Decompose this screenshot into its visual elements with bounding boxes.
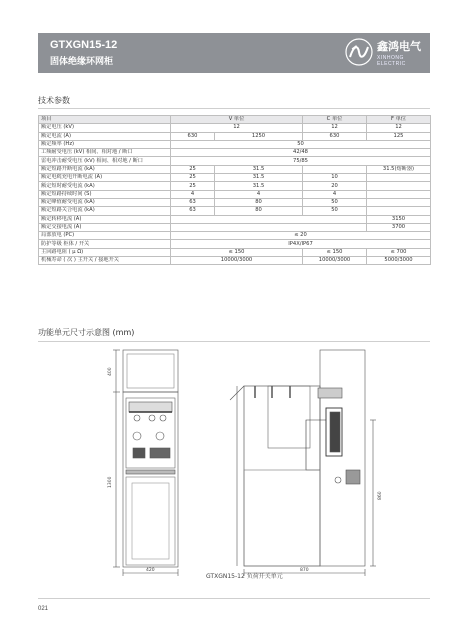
- product-model: GTXGN15-12: [50, 39, 118, 51]
- row-label: 局部放电 (PC): [39, 232, 171, 240]
- table-cell: IP4X/IP67: [171, 240, 431, 248]
- table-cell: 630: [303, 132, 367, 140]
- table-cell: 12: [303, 124, 367, 132]
- row-label: 额定电压 (kV): [39, 124, 171, 132]
- diagram-section-title: 功能单元尺寸示意图 (mm): [38, 328, 135, 337]
- table-cell: 125: [367, 132, 431, 140]
- dim-main-height: 1300: [108, 476, 113, 488]
- row-label: 额定电流 (A): [39, 132, 171, 140]
- table-cell: 25: [171, 165, 215, 173]
- table-cell: ≤ 150: [171, 248, 303, 256]
- table-cell: 10000/3000: [303, 257, 367, 265]
- dim-top-height: 400: [108, 367, 113, 376]
- table-cell: 12: [171, 124, 303, 132]
- row-label: 雷电冲击耐受电压 (kV) 相间、相对地 / 断口: [39, 157, 171, 165]
- table-cell: 5000/3000: [367, 257, 431, 265]
- front-cabinet-body: [123, 392, 178, 567]
- table-cell: 25: [171, 182, 215, 190]
- row-label: 额定频率 (Hz): [39, 140, 171, 148]
- table-cell: 25: [171, 174, 215, 182]
- row-label: 额定短时耐受电流 (kA): [39, 182, 171, 190]
- dim-inner-height: 860: [378, 491, 383, 500]
- table-cell: ≤ 700: [367, 248, 431, 256]
- row-label: 防护等级 柜体 / 开关: [39, 240, 171, 248]
- row-label: 主回路电阻 ( μ Ω): [39, 248, 171, 256]
- table-cell: 80: [215, 207, 303, 215]
- side-cabinet-right: [320, 350, 365, 566]
- logo-text-en: XINHONG ELECTRIC: [377, 55, 406, 67]
- table-cell: 1250: [215, 132, 303, 140]
- table-cell: 4: [215, 190, 303, 198]
- table-cell: 3150: [367, 215, 431, 223]
- table-cell: ≤ 20: [171, 232, 431, 240]
- table-cell: 20: [303, 182, 367, 190]
- table-cell: 50: [303, 198, 367, 206]
- table-header-cell: V 单位: [171, 116, 303, 124]
- table-cell: 31.5(熔断器): [367, 165, 431, 173]
- table-cell: 42/48: [171, 149, 431, 157]
- table-cell: 3700: [367, 223, 431, 231]
- row-label: 额定交接电流 (A): [39, 223, 171, 231]
- table-cell: 4: [303, 190, 367, 198]
- table-cell: 31.5: [215, 174, 303, 182]
- table-header-cell: C 单位: [303, 116, 367, 124]
- table-cell: 10000/3000: [171, 257, 303, 265]
- table-cell: 75/85: [171, 157, 431, 165]
- table-cell: ≤ 150: [303, 248, 367, 256]
- table-cell: 630: [171, 132, 215, 140]
- dim-front-width: 420: [146, 568, 155, 573]
- row-label: 额定电缆充电开断电流 (A): [39, 174, 171, 182]
- row-label: 额定峰值耐受电流 (kA): [39, 198, 171, 206]
- row-label: 额定短路开断电流 (kA): [39, 165, 171, 173]
- row-label: 额定短路关合电流 (kA): [39, 207, 171, 215]
- logo-text-cn: 鑫鸿电气: [377, 40, 421, 53]
- table-cell: 63: [171, 198, 215, 206]
- row-label: 额定转移电流 (A): [39, 215, 171, 223]
- table-header-cell: F 单位: [367, 116, 431, 124]
- table-cell: 4: [171, 190, 215, 198]
- table-cell: 63: [171, 207, 215, 215]
- footer-divider: [38, 598, 430, 599]
- table-cell: 12: [367, 124, 431, 132]
- table-cell: 31.5: [215, 165, 303, 173]
- table-cell: 50: [303, 207, 367, 215]
- row-label: 额定短路持续时间 (S): [39, 190, 171, 198]
- diagram-caption: GTXGN15-12 负荷开关单元: [206, 573, 283, 580]
- side-cabinet-left: [244, 386, 320, 566]
- product-name: 固体绝缘环网柜: [50, 57, 114, 67]
- page-number: 021: [38, 606, 49, 612]
- front-upper-compartment: [123, 350, 178, 392]
- table-header-cell: 项目: [39, 116, 171, 124]
- params-section-title: 技术参数: [38, 96, 70, 105]
- table-cell: 50: [171, 140, 431, 148]
- table-cell: 80: [215, 198, 303, 206]
- row-label: 机械寿命 ( 次 ) 主开关 / 接地开关: [39, 257, 171, 265]
- table-cell: 31.5: [215, 182, 303, 190]
- dim-side-width: 870: [300, 568, 309, 573]
- table-cell: 10: [303, 174, 367, 182]
- row-label: 工频耐受电压 (kV) 相间、相对地 / 断口: [39, 149, 171, 157]
